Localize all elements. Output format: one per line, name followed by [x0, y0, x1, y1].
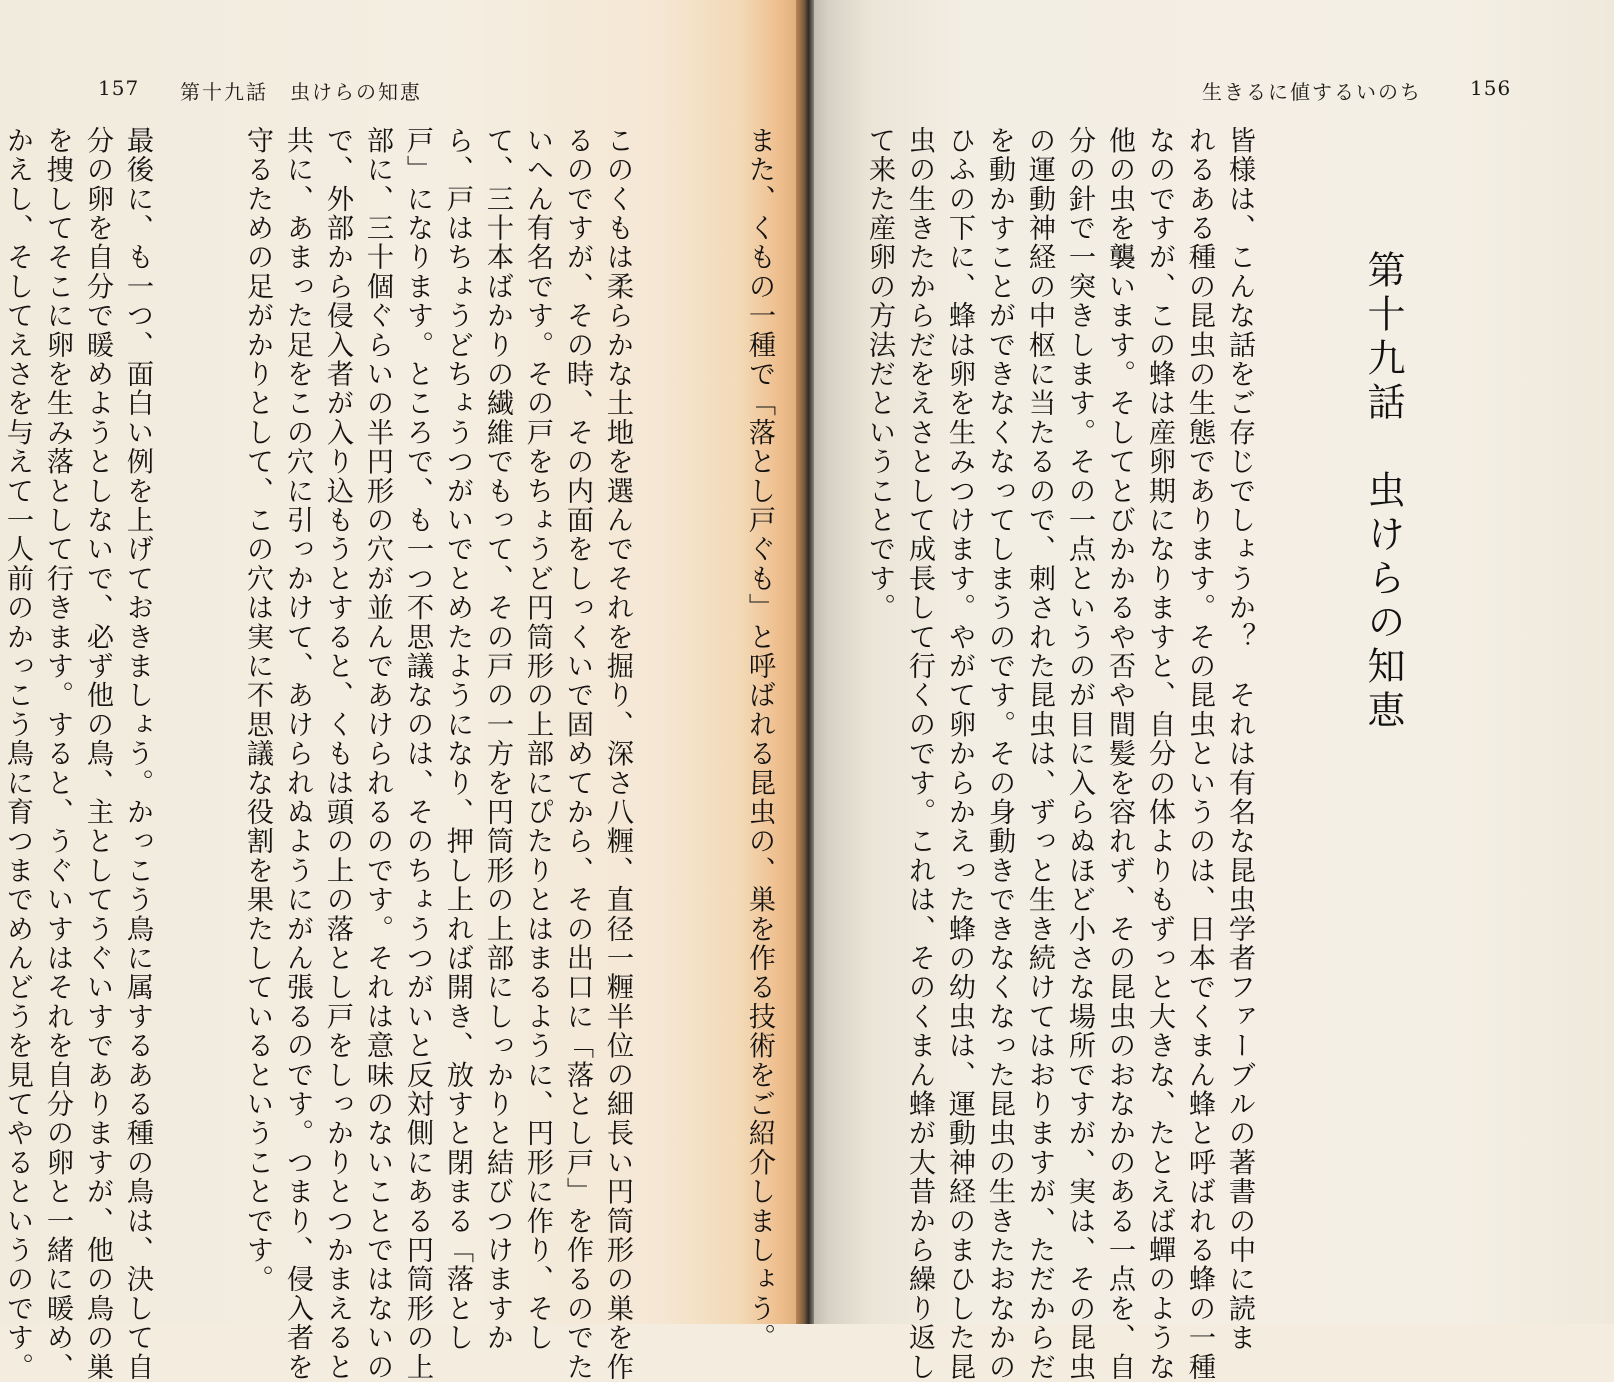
left-body-text	[2, 126, 717, 1382]
right-page	[744, 0, 1614, 1382]
right-body-text	[744, 126, 1339, 1382]
left-page-number: 157	[98, 76, 140, 100]
right-page-number: 156	[1470, 76, 1512, 100]
paragraph: また、くもの一種で「落とし戸ぐも」と呼ばれる昆虫の、巣を作る技術をご紹介しましょう。	[744, 126, 775, 1353]
chapter-title: 第十九話 虫けらの知恵	[1361, 250, 1405, 734]
paragraph: 最後に、も一つ、面白い例を上げておきましょう。かっこう鳥に属するある種の鳥は、決して自 分の卵を自分で暖めようとしないで、必ず他の鳥、主としてうぐいすでありますが、他の鳥の巣 を捜してそこに卵を生み落として行きます。すると、うぐいすはそれを自分の卵と一緒に暖め、 かえし、そしてえさを与えて一人前のかっこう鳥に育つまでめんどうを見てやるというのです。	[2, 126, 153, 1382]
book-gutter	[796, 0, 814, 1324]
paragraph: 皆様は、こんな話をご存じでしょうか？ それは有名な昆虫学者ファーブルの著書の中に読ま れるある種の昆虫の生態であります。その昆虫というのは、日本でくまん蜂と呼ばれる蜂の一種 なのですが、この蜂は産卵期になりますと、自分の体よりもずっと大きな、たとえば蟬のような 他の虫を襲います。そしてとびかかるや否や間髪を容れず、その昆虫のおなかのある一点を、自 分の針で一突きします。その一点というのが目に入らぬほど小さな場所ですが、実は、その昆虫 の運動神経の中枢に当たるので、刺された昆虫は、ずっと生き続けてはおりますが、ただからだ を動かすことができなくなってしまうのです。その身動きできなくなった昆虫の生きたおなかの ひふの下に、蜂は卵を生みつけます。やがて卵からかえった蜂の幼虫は、運動神経のまひした昆 虫の生きたからだをえさとして成長して行くのです。これは、そのくまん蜂が大昔から繰り返し て来た産卵の方法だということです。	[864, 126, 1255, 1382]
paragraph: このくもは柔らかな土地を選んでそれを掘り、深さ八糎、直径一糎半位の細長い円筒形の巣を作 るのですが、その時、その内面をしっくいで固めてから、その出口に「落とし戸」を作るのでた いへん有名です。その戸をちょうど円筒形の上部にぴたりとはまるように、円形に作り、そし て、三十本ばかりの繊維でもって、その戸の一方を円筒形の上部にしっかりと結びつけますか ら、戸はちょうどちょうつがいでとめたようになり、押し上れば開き、放すと閉まる「落とし 戸」になります。ところで、も一つ不思議なのは、そのちょうつがいと反対側にある円筒形の上 部に、三十個ぐらいの半円形の穴が並んであけられるのです。それは意味のないことではないの で、外部から侵入者が入り込もうとすると、くもは頭の上の落とし戸をしっかりとつかまえると 共に、あまった足をこの穴に引っかけて、あけられぬようにがん張るのです。つまり、侵入者を 守るための足がかりとして、この穴は実に不思議な役割を果たしているということです。	[242, 126, 633, 1382]
right-running-head: 生きるに値するいのち	[1202, 80, 1422, 104]
left-running-head: 第十九話 虫けらの知恵	[180, 80, 422, 104]
